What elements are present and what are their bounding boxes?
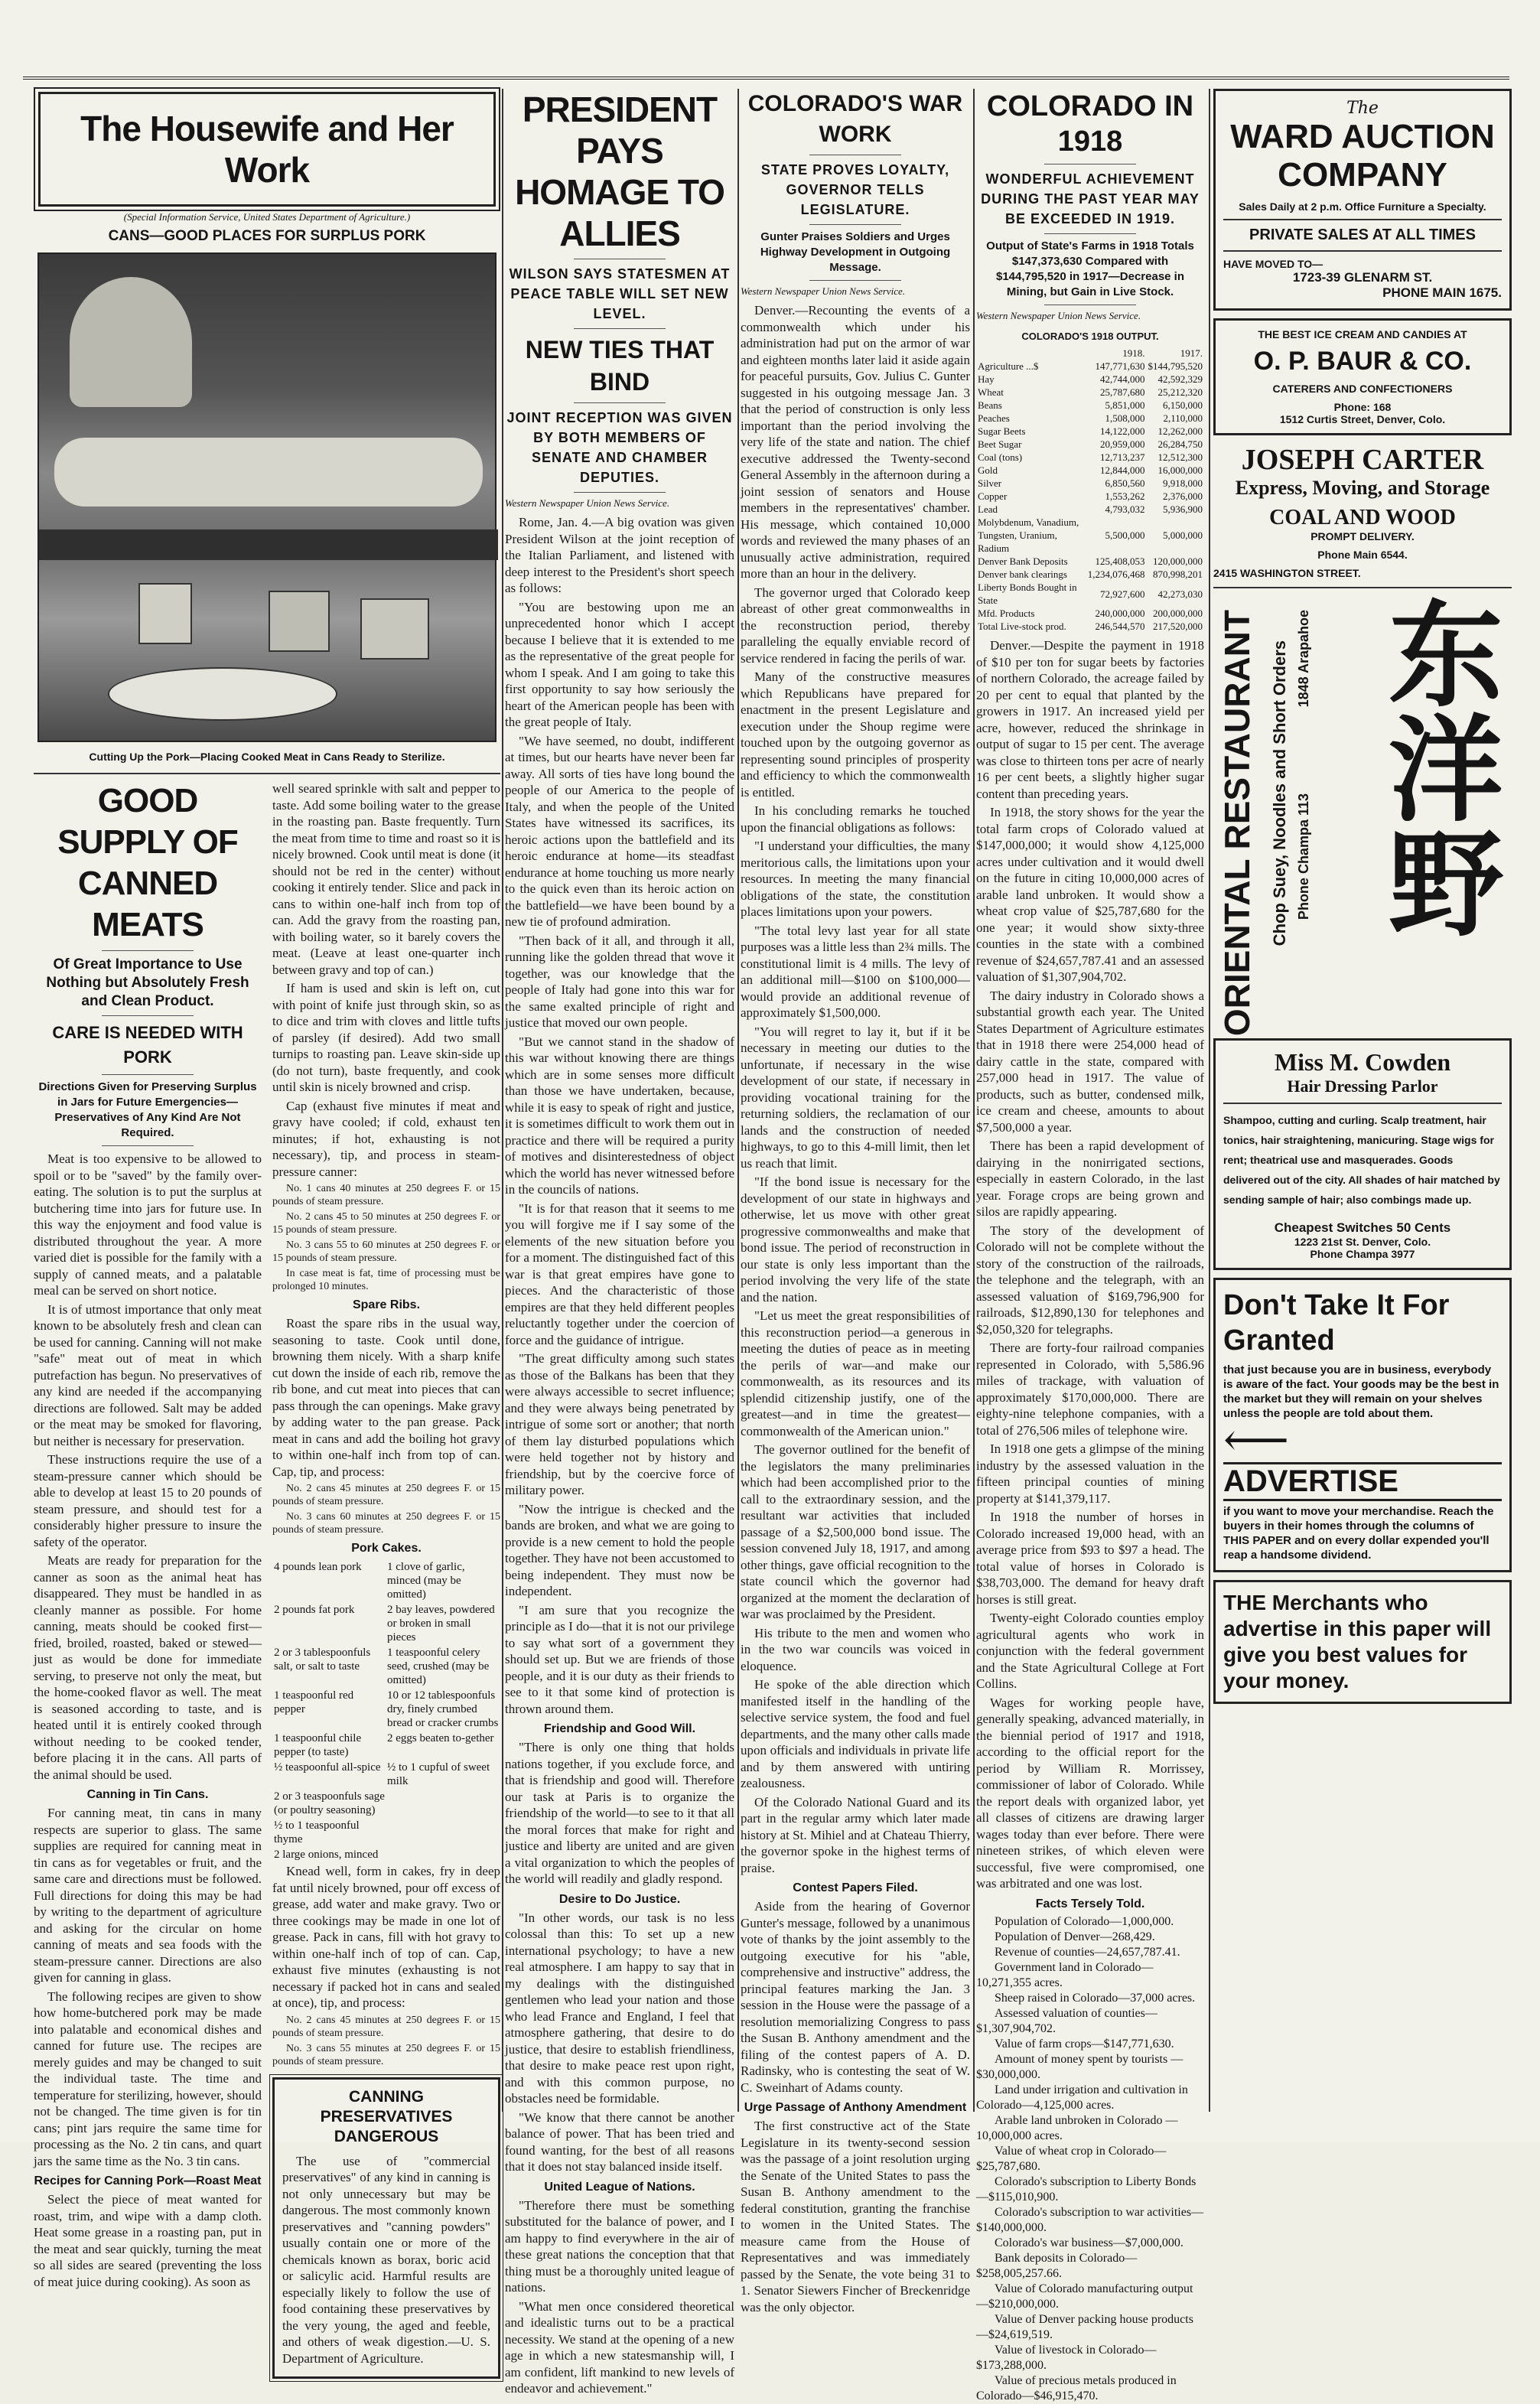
ward-the: The [1346,99,1379,118]
row-label: Coal (tons) [978,451,1023,463]
table-row [976,607,1204,620]
table-row [976,581,1204,607]
paragraph: "Therefore there must be something substituted for the balance of power, and I am happy to find everywhere in the air of these great nations the conception that that thing must be a thoroughly united league of nations. [505,2197,734,2295]
deck-reception: JOINT RECEPTION WAS GIVEN BY BOTH MEMBERS OF SENATE AND CHAMBER DEPUTIES. [506,410,733,485]
paragraph: The governor urged that Colorado keep abreast of other great commonwealths in the reconstruction period, thereby paralleling the equally enviable record of service rendered in facing the perils of war. [741,585,970,666]
paragraph: "The great difficulty among such states as those of the Balkans has been that they were always accessible to secret influence; and they were always being penetrated by intrigue of some sort or another; that north of them lay disturbed populations which were held together not by history and friendship, but by the coercive force of military power. [505,1351,734,1497]
cowden-text: Shampoo, cutting and curling. Scalp treatment, hair tonics, hair straightening, manicuring. Stage wigs for rent; theatrical use and masquerades. Goods delivered out of the city. All shades of hair matched by sending sample of hair; also combings made up. [1223,1114,1500,1206]
paragraph: "In other words, our task is no less colossal than this: To set up a new international psychology; to have a new real atmosphere. I am happy to say that in my dealings with the distinguished gentlemen who lead your nation and those who lead France and England, I feel that atmosphere gathering, that desire to do justice, that desire to establish friendliness, that desire to make peace rest upon right, and with this common purpose, no obstacles need be formidable. [505,1910,734,2106]
row-label: Denver bank clearings [978,568,1067,580]
granted-title: Don't Take It For Granted [1223,1289,1450,1357]
table-edge [39,529,498,560]
row-value: 12,512,300 [1157,451,1203,463]
process-time: No. 3 cans 55 minutes at 250 degrees F. or 15 pounds of steam pressure. [272,2042,500,2067]
row-value: $144,795,520 [1148,360,1203,372]
fact-item: Colorado's war business—$7,000,000. [995,2236,1183,2249]
news-service: Western Newspaper Union News Service. [505,497,670,509]
fact-item: Value of Colorado manufacturing output—$210,000,000. [976,2282,1193,2311]
paragraph: The first constructive act of the State Legislature in its twenty-second session was the passage of a joint resolution urging the Senate of the United States to pass the Susan B. Anthony amendment to the federal constitution, granting the franchise to women in the United States. The measure came from the House of Representatives and was immediately passed by the Senate, the vote being 31 to 1. Senator Siewers Fincher of Breckenridge was the only objector. [741,2119,970,2314]
ingredient-cell: 10 or 12 tablespoonfuls dry, finely crumbed bread or cracker crumbs [387,1689,499,1729]
row-value: 5,500,000 [1105,529,1145,541]
paragraph: "Then back of it all, and through it all, running like the golden thread that wove it together, was our knowledge that the people of Italy had gone into this war for the same exalted principle of right and justice that moved our own people. [505,933,734,1030]
paragraph: Meat is too expensive to be allowed to spoil or to be "saved" by the family over-eating. The solution is to put the surplus at butchering time into jars for future use. In this way the enjoyment and food value is distributed throughout the year. A more varied diet is possible for the family with a supply of canned meats, and a palatable meal can be served on short notice. [34,1152,262,1298]
row-value: 14,122,000 [1100,425,1145,437]
section-heading: Contest Papers Filed. [793,1881,918,1894]
paragraph: "I understand your difficulties, the many meritorious calls, the limitations upon your resources. In meeting the many financial obligations of the state, the constitution places limitations upon your powers. [741,839,970,919]
fact-item: Value of wheat crop in Colorado—$25,787,680. [976,2144,1167,2173]
fact-item: Sheep raised in Colorado—37,000 acres. [995,1991,1196,2005]
paragraph: The governor outlined for the benefit of the legislators the many preliminaries which had been accomplished prior to the call to the extraordinary session, and the resultant war activities that included passage of a $2,500,000 bond issue. The session convened July 18, 1917, and among other things, gave official recognition to the state council which the governor had organized at the moment the declaration of war was proclaimed by the President. [741,1442,970,1621]
row-value: 72,927,600 [1100,588,1145,600]
table-row [976,412,1204,425]
canning-photo [37,252,497,742]
deck-fresh: Of Great Importance to Use Nothing but Absolutely Fresh and Clean Product. [46,956,249,1009]
cowden-ad [1213,1038,1512,1270]
row-label: Liberty Bonds Bought in State [978,581,1077,606]
paragraph: Cap (exhaust five minutes if meat and gravy have cooled; if cold, exhaust ten minutes; if hot, exhausting is not necessary), tip, and process in steam-pressure canner: [272,1098,500,1179]
oriental-chinese-characters: 东洋野 [1369,594,1502,939]
ingredient-cell: 2 large onions, minced [274,1849,379,1861]
news-service: Western Newspaper Union News Service. [741,285,906,297]
fact-item: Assessed valuation of counties—$1,307,904,702. [976,2006,1157,2035]
ingredient-row [274,1646,499,1687]
deck-output: Output of State's Farms in 1918 Totals $147,373,630 Compared with $144,795,520 in 1917—Decrease in Mining, but Gain in Live Stock. [986,239,1194,298]
housewife-title: The Housewife and Her Work [80,109,454,190]
row-value: 42,744,000 [1100,373,1145,385]
deck-gunter: Gunter Praises Soldiers and Urges Highway Development in Outgoing Message. [760,230,951,274]
table-row [976,503,1204,516]
ingredient-cell [387,1848,499,1862]
paragraph: "We have seemed, no doubt, indifferent at times, but our hearts have never been far away. All sorts of ties have long bound the people of our America to the people of Italy, and when the people of the United States have witnessed its sacrifices, its heroic actions upon the battlefield and its heroic endurance at home—its steadfast endurance at home touching us more nearly to the quick even than its heroic action on the battlefield—we have been bound by a new tie of profound admiration. [505,733,734,929]
year-header: 1918. [1122,347,1145,359]
ward-line2: PRIVATE SALES AT ALL TIMES [1249,226,1476,243]
table-row [976,477,1204,490]
ingredient-row [274,1603,499,1644]
row-value: 6,850,560 [1105,477,1145,489]
row-value: 5,936,900 [1163,503,1203,515]
row-value: 20,959,000 [1100,438,1145,450]
paragraph: He spoke of the able direction which manifested itself in the handling of the selective service system, the food and fuel departments, and the many other calls made upon officials and individuals in private life and by them answered with untiring zealousness. [741,1677,970,1790]
row-value: 12,844,000 [1100,464,1145,476]
news-service: Western Newspaper Union News Service. [976,310,1141,321]
ingredient-cell: 2 bay leaves, powdered or broken in small pieces [387,1604,495,1643]
output-table [976,347,1204,633]
row-value: 2,110,000 [1163,412,1203,424]
table-row [976,373,1204,386]
ingredient-row [274,1560,499,1601]
process-time: No. 2 cans 45 to 50 minutes at 250 degrees F. or 15 pounds of steam pressure. [272,1211,500,1236]
oriental-line1: Chop Suey, Noodles and Short Orders [1270,640,1289,946]
section-heading: Pork Cakes. [351,1542,422,1555]
table-row [976,451,1204,464]
paragraph: Rome, Jan. 4.—A big ovation was given President Wilson at the joint reception of the Italian Parliament, and listened with deep interest to the President's short speech as follows: [505,515,734,595]
deck-pork: CARE IS NEEDED WITH PORK [52,1023,243,1067]
carter-line3: PROMPT DELIVERY. [1310,530,1415,542]
fact-item: Arable land unbroken in Colorado —10,000,000 acres. [976,2113,1178,2142]
row-value: 240,000,000 [1095,608,1145,619]
paragraph: "It is for that reason that it seems to me you will forgive me if I say some of the elements of the new situation before you for a moment. The distinguished fact of this war is that great empires have gone to pieces. And the characteristic of those empires are that they held different peoples reluctantly together under the coercion of force and the guidance of intrigue. [505,1200,734,1347]
advertise-text: if you want to move your merchandise. Reach the buyers in their homes through the columns of THIS PAPER and on every dollar expended you'll reap a handsome dividend. [1223,1505,1494,1562]
fact-item: Colorado's subscription to Liberty Bonds—$115,010,900. [976,2174,1197,2204]
paragraph: The following recipes are given to show how home-butchered pork may be made into palatable and economical dishes and canned for future use. The recipes are merely guides and may be changed to suit the individual taste. The time and temperature for sterilizing, however, should not be changed. The time given is for tin cans; pint jars require the same time for processing as the No. 2 tin cans, and quart jars the same time as the No. 3 tin cans. [34,1989,262,2168]
ingredient-cell: ½ teaspoonful all-spice [274,1761,381,1774]
row-label: Hay [978,373,995,385]
cowden-sub: Hair Dressing Parlor [1287,1077,1438,1096]
paragraph: Select the piece of meat wanted for roast, trim, and wipe with a damp cloth. Heat some grease in a roasting pan, put in the meat and sear quickly, turning the meat so all sides are seared (preventing the loss of meat juice during cooking). As soon as [34,2192,262,2289]
cowden-address: 1223 21st St. Denver, Colo. [1294,1236,1431,1248]
process-time: In case meat is fat, time of processing must be prolonged 10 minutes. [272,1268,500,1292]
ingredient-row [274,1848,499,1862]
row-value: 120,000,000 [1153,555,1203,567]
advertise-word: ADVERTISE [1223,1462,1502,1501]
cowden-name: Miss M. Cowden [1274,1048,1451,1076]
deck-loyalty: STATE PROVES LOYALTY, GOVERNOR TELLS LEGISLATURE. [760,162,950,217]
output-table-title: COLORADO'S 1918 OUTPUT. [1021,331,1159,342]
row-value: 12,262,000 [1157,425,1203,437]
paragraph: It is of utmost importance that only meat known to be absolutely fresh and clean can be used for canning. Canning will not make "safe" meat out of meat in which putrefaction has begun. No preservatives of any kind are needed if the accompanying directions are followed. Salt may be added or the meat may be smoked for flavoring, but neither is necessary for preservation. [34,1301,262,1448]
paragraph: Roast the spare ribs in the usual way, seasoning to taste. Cook until done, browning them nicely. With a sharp knife cut down the inside of each rib, remove the rib bone, and cut meat into pieces that can pass through the can openings. Make gravy by adding water to the pan grease. Pack meat in cans and add the boiling hot gravy to within one-half inch from top of can. Cap, tip, and process: [272,1316,500,1479]
president-column [505,89,734,2396]
table-row [976,555,1204,568]
baur-address: 1512 Curtis Street, Denver, Colo. [1279,413,1446,425]
paragraph: "I am sure that you recognize the principle as I do—that it is not our privilege to say what sort of a government they should set up. But we are friends of those people, and it is our duty as their friends to see to it that some kind of protection is thrown around them. [505,1602,734,1716]
fact-item: Value of farm crops—$147,771,630. [995,2037,1174,2051]
table-row [976,399,1204,412]
fact-item: Amount of money spent by tourists —$30,000,000. [976,2052,1183,2081]
row-value: 125,408,053 [1095,555,1145,567]
row-label: Sugar Beets [978,425,1026,437]
row-label: Gold [978,464,998,476]
fact-item: Government land in Colorado—10,271,355 acres. [976,1960,1154,1989]
tin-can [360,598,429,660]
ingredient-cell [387,1819,499,1846]
fact-item: Population of Denver—268,429. [995,1930,1155,1943]
paragraph: Knead well, form in cakes, fry in deep fat until nicely browned, pour off excess of grease, add water and make gravy. Two or three cookings may be made in one lot of grease. Pack in cans, fill with hot gravy to within one-half inch of top of can. Cap, exhaust five minutes (exhausting is not necessary if packed hot in cans and sealed at once), tip, and process: [272,1864,500,2010]
row-value: 1,234,076,468 [1087,568,1145,580]
row-value: 9,918,000 [1163,477,1203,489]
carter-line1: Express, Moving, and Storage [1235,477,1490,499]
row-label: Molybdenum, Vanadium, Tungsten, Uranium, Radium [978,516,1079,554]
ingredient-cell: 4 pounds lean pork [274,1561,362,1573]
ingredient-row [274,1689,499,1730]
process-time: No. 3 cans 60 minutes at 250 degrees F. or 15 pounds of steam pressure. [272,1511,500,1536]
row-value: 6,150,000 [1163,399,1203,411]
ingredient-row [274,1819,499,1846]
carter-address: 2415 WASHINGTON STREET. [1213,567,1361,579]
row-value: 217,520,000 [1153,621,1203,632]
table-row [976,425,1204,438]
paragraph: In 1918 the number of horses in Colorado increased 19,000 head, with an average price from $93 to $97 a head. The total value of horses in Colorado is $38,703,000. The demand for heavy draft horses is still great. [976,1510,1204,1607]
ingredient-cell: 1 teaspoonful red pepper [274,1689,354,1715]
row-label: Wheat [978,386,1004,398]
ingredient-row [274,1790,499,1817]
process-time: No. 1 cans 40 minutes at 250 degrees F. or 15 pounds of steam pressure. [272,1183,500,1207]
row-value: 42,592,329 [1157,373,1203,385]
ingredient-row [274,1731,499,1759]
canned-meats-headline: GOOD SUPPLY OF CANNED MEATS [57,782,238,943]
fact-item: Bank deposits in Colorado—$258,005,257.66. [976,2251,1138,2280]
row-label: Copper [978,490,1008,502]
ward-phone: PHONE MAIN 1675. [1382,285,1502,300]
ingredient-cell: ½ to 1 teaspoonful thyme [274,1819,360,1845]
colorado-1918-headline: COLORADO IN 1918 [986,90,1194,158]
paragraph: If ham is used and skin is left on, cut with point of knife just through skin, so as to dice and trim with cloves and little tufts of parsley (if desired). Add two small turnips to roasting pan. Leave skin-side up (do not turn), baste frequently, and cook until skin is nicely browned and crisp. [272,981,500,1094]
ward-name: WARD AUCTION COMPANY [1230,118,1495,194]
housewife-column [34,89,500,2366]
section-heading: Friendship and Good Will. [543,1722,696,1735]
deck-achievement: WONDERFUL ACHIEVEMENT DURING THE PAST YEAR MAY BE EXCEEDED IN 1919. [981,171,1200,226]
paragraph: Meats are ready for preparation for the canner as soon as the animal heat has disappeared. They must be handled in as cleanly manner as possible. For home canning, meats should be cooked first—fried, broiled, roasted, baked or stewed—just as would be done for immediate serving, to preserve not only the meat, but the home-cooked flavor as well. The meat is seasoned according to taste, and is heated until it is entirely cooked through without needing to be cooked tender, before placing it in the cans. All parts of the animal should be used. [34,1553,262,1782]
paragraph: Denver.—Recounting the events of a commonwealth which under his administration had put on the armor of war and eighteen months later laid it aside again for peaceful pursuits, Gov. Julius C. Gunter suggested in his outgoing message Jan. 3 that the period of construction is only less important than the period involving the very life of the state and nation. The chief executive addressed the Twenty-second General Assembly in the afternoon during a joint session of senators and House members in the representatives' chamber. His message, which contained 10,000 words and reviewed the many phases of an unusually active administration, required more than an hour in the delivery. [741,303,970,581]
table-row [976,620,1204,633]
section-heading: Urge Passage of Anthony Amendment [744,2101,967,2114]
row-label: Denver Bank Deposits [978,555,1068,567]
preservatives-title: CANNING PRESERVATIVES DANGEROUS [320,2087,453,2145]
table-row [976,438,1204,451]
row-label: Beans [978,399,1002,411]
table-row [976,386,1204,399]
oriental-name: ORIENTAL RESTAURANT [1217,610,1257,1037]
paragraph: "You are bestowing upon me an unprecedented honor which I accept because I believe that it is extended to me as the representative of the great people for whom I speak. And I am going to take this first opportunity to say how seriously the heart of the American people has been with the great people of Italy. [505,599,734,729]
row-value: 16,000,000 [1157,464,1203,476]
tin-can [138,583,192,644]
advertisements-column [1213,89,1512,2112]
year-header: 1917. [1180,347,1203,359]
paragraph: His tribute to the men and women who in the two war councils was voiced in eloquence. [741,1625,970,1673]
fact-item: Value of precious metals produced in Colorado—$46,915,470. [976,2373,1177,2402]
paragraph: There has been a rapid development of dairying in the nonirrigated sections, especially in eastern Colorado, in the last year. Forage crops are being grown and silos are rapidly appearing. [976,1138,1204,1219]
fact-item: Land under irrigation and cultivation in Colorado—4,125,000 acres. [976,2083,1188,2112]
fact-item: Revenue of counties—24,657,787.41. [995,1945,1180,1959]
ingredient-cell: 1 clove of garlic, minced (may be omitted) [387,1561,465,1601]
paragraph: "If the bond issue is necessary for the development of our state in highways and otherwise, let us move with other great progressive commonwealths and make that bond issue. The period of reconstruction in our state is only less important than the period involving the very life of the state and the nation. [741,1174,970,1305]
row-value: 4,793,032 [1105,503,1145,515]
row-value: 1,553,262 [1105,490,1145,502]
paragraph: "We know that there cannot be another balance of power. That has been tried and found wanting, for the best of all reasons that it does not stay balanced inside itself. [505,2109,734,2174]
ingredient-row [274,1761,499,1788]
fact-item: Population of Colorado—1,000,000. [995,1914,1174,1928]
carter-ad [1213,443,1512,579]
row-value: 5,000,000 [1163,529,1203,541]
oriental-line3: 1848 Arapahoe [1296,610,1311,708]
row-label: Mfd. Products [978,608,1035,619]
preservatives-text: The use of "commercial preservatives" of any kind in canning is not only unnecessary but may be dangerous. The most commonly known preservatives and "canning powders" usually contain one or more of the chemicals known as borax, boric acid or salicylic acid. Harmful results are especially likely to follow the use of food containing these preservatives by the very young, the aged and feeble, and others of weak digestion.—U. S. Department of Agriculture. [282,2153,490,2366]
process-time: No. 2 cans 45 minutes at 250 degrees F. or 15 pounds of steam pressure. [272,1483,500,1507]
table-row [976,464,1204,477]
row-label: Total Live-stock prod. [978,621,1066,632]
baur-ad [1213,318,1512,435]
paragraph: Denver.—Despite the payment in 1918 of $10 per ton for sugar beets by factories of northern Colorado, the acreage failed by 20 per cent to equal that planted by the growers in 1917. An increased yield per acre, however, reduced the shrinkage in output of sugar to 15 per cent. The average was close to thirteen tons per acre of nearly 16 per cent beets, a slightly higher sugar content than preceding years. [976,638,1204,801]
deck-wilson: WILSON SAYS STATESMEN AT PEACE TABLE WILL SET NEW LEVEL. [509,266,731,321]
ingredient-cell: ½ to 1 cupful of sweet milk [387,1761,490,1787]
photo-caption: Cutting Up the Pork—Placing Cooked Meat in Cans Ready to Sterilize. [89,751,445,763]
dont-take-it-ad [1213,1278,1512,1572]
paragraph: "Now the intrigue is checked and the bands are broken, and what we are going to provide is a new cement to hold the people together. They have not been accustomed to being independent. They must now be independent. [505,1501,734,1598]
tin-can [269,591,330,652]
housewife-title-box [38,92,496,207]
paragraph: In 1918 one gets a glimpse of the mining industry by the assessed valuation in the fifteen principal counties of mining property at $141,379,117. [976,1441,1204,1506]
preservatives-box [272,2077,500,2380]
canning-article [34,780,500,2379]
paragraph: Twenty-eight Colorado counties employ agricultural agents who work in conjunction with the federal government and the State Agricultural College at Fort Collins. [976,1611,1204,1691]
section-heading: Desire to Do Justice. [558,1892,681,1906]
carter-phone: Phone Main 6544. [1317,549,1408,561]
section-heading: Canning in Tin Cans. [86,1788,209,1801]
paragraph: "But we cannot stand in the shadow of this war without knowing there are things which are in some senses more difficult than those we have undertaken, because, while it is easy to speak of right and justice, it is sometimes difficult to work them out in practice and there will be required a purity of motives and disinterestedness of object which the world has never witnessed before in the councils of nations. [505,1034,734,1197]
paragraph: "Let us meet the great responsibilities of this reconstruction period—a generous in meeting the duties of peace as in meeting the perils of war—and make our commonwealth, as its resources and its splendid citizenship justify, one of the greatest—and in time the greatest—commonwealth of the American union." [741,1308,970,1438]
fact-item: Colorado's subscription to war activities—$140,000,000. [976,2205,1204,2234]
row-label: Silver [978,477,1002,489]
ingredient-cell: 2 eggs beaten to-gether [387,1732,494,1744]
facts-list [976,1914,1204,2404]
baur-sub: CATERERS AND CONFECTIONERS [1272,383,1453,395]
row-label: Beet Sugar [978,438,1022,450]
pork-subtitle: CANS—GOOD PLACES FOR SURPLUS PORK [108,228,426,244]
paragraph: "What men once considered theoretical and idealistic turns out to be a practical necessity. We stand at the opening of a new age in which a new statesmanship will, I am confident, lift mankind to new levels of endeavor and achievement." [505,2298,734,2396]
row-value: 5,851,000 [1105,399,1145,411]
process-time: No. 2 cans 45 minutes at 250 degrees F. or 15 pounds of steam pressure. [272,2014,500,2039]
baur-top: THE BEST ICE CREAM AND CANDIES AT [1258,328,1467,340]
row-value: 25,787,680 [1100,386,1145,398]
ingredient-table [272,1559,500,1863]
granted-text: that just because you are in business, everybody is aware of the fact. Your goods may be the best in the market but they will remain on your shelves unless the people are told about them. [1223,1363,1499,1420]
deck-ties: NEW TIES THAT BIND [525,336,715,396]
row-value: 1,508,000 [1105,412,1145,424]
woman-figure [70,277,192,407]
paragraph: The story of the development of Colorado will not be complete without the story of the construction of the railroads, the telephone and the telegraph, with an assessed valuation of $169,796,900 for railroads, $12,890,130 for telephones and $2,050,320 for telegraphs. [976,1223,1204,1337]
row-label: Peaches [978,412,1010,424]
cowden-phone: Phone Champa 3977 [1310,1248,1415,1260]
pork-carcass [54,438,483,507]
paragraph: Many of the constructive measures which Republicans have prepared for enactment in the present Legislature and execution under the Shoup regime were touched upon by the outgoing governor as representing sound principles of prosperity and efficiency to which the commonwealth is entitled. [741,669,970,800]
row-value: 12,713,237 [1100,451,1145,463]
fact-item: Value of Denver packing house products—$24,619,519. [976,2312,1193,2341]
ward-line1: Sales Daily at 2 p.m. Office Furniture a Specialty. [1239,200,1486,213]
row-value: 2,376,000 [1163,490,1203,502]
paragraph: Of the Colorado National Guard and its part in the regular army which later made history at St. Mihiel and at Chateau Thierry, the governor spoke in the highest terms of praise. [741,1794,970,1875]
table-row [976,516,1204,555]
war-work-headline: COLORADO'S WAR WORK [747,91,963,147]
paragraph: There are forty-four railroad companies represented in Colorado, with 5,586.96 miles of trackage, with valuation of approximately $170,000,000. There are eighty-nine telephone companies, with a total of 276,506 miles of telephone wire. [976,1340,1204,1438]
row-value: 147,771,630 [1095,360,1145,372]
row-value: 26,284,750 [1157,438,1203,450]
row-label: Agriculture ...$ [978,360,1039,372]
merchants-text: THE Merchants who advertise in this paper will give you best values for your money. [1223,1591,1492,1692]
colorado-1918-column [976,89,1204,2402]
ingredient-cell [387,1790,499,1817]
cowden-cheap: Cheapest Switches 50 Cents [1274,1220,1451,1235]
paragraph: well seared sprinkle with salt and pepper to taste. Add some boiling water to the grease in the roasting pan. Baste frequently. Turn the meat from time to time and roast so it is nicely browned. Cook until meat is done (it should not be red in the center) without cooking it entirely tender. Slice and pack in cans to within one-half inch from top of can. Add the gravy from the roasting pan, with boiling water, so it barely covers the meat. (Leave at least one-quarter inch between gravy and top of can.) [272,781,500,977]
paragraph: The dairy industry in Colorado shows a substantial growth each year. The United States Department of Agriculture estimates that in 1918 there were 254,000 head of dairy cattle in the state, compared with 257,000 head in 1917. The value of products, such as butter, condensed milk, ice cream and cheese, amounts to about $7,500,000 a year. [976,988,1204,1135]
baur-name: O. P. BAUR & CO. [1253,347,1472,376]
section-heading: Facts Tersely Told. [1035,1897,1145,1910]
section-heading: United League of Nations. [544,2180,695,2194]
paragraph: For canning meat, tin cans in many respects are superior to glass. The same supplies are required for canning meat in tin cans as for vegetables or fruit, and the same care and directions must be followed. Full directions for doing this may be had by writing to the department of agriculture and asking for the circular on home canning of meats and sea foods with the steam-pressure canner. Directions are also given for canning in glass. [34,1806,262,1985]
baur-phone: Phone: 168 [1333,401,1392,413]
top-rule [23,77,1509,80]
ingredient-cell: 2 or 3 teaspoonfuls sage (or poultry seasoning) [274,1790,385,1816]
table-row [976,360,1204,373]
paragraph: Aside from the hearing of Governor Gunter's message, followed by a unanimous vote of thanks by the joint assembly to the outgoing executive for his "able, comprehensive and instructive" address, the principal features marking the Jan. 3 session in the House were the passage of a resolution memorializing Congress to pass the Susan B. Anthony amendment and the filing of the contest papers of A. D. Radinsky, who is contesting the seat of W. C. Sweinhart of Adams county. [741,1899,970,2095]
row-value: 870,998,201 [1153,568,1203,580]
paragraph: Wages for working people have, generally speaking, advanced materially, in the biennial period of 1917 and 1918, according to the official report for the period by William R. Morrissey, commissioner of labor of Colorado. While the report deals with organized labor, yet all classes of citizens are drawing larger wages today than ever before. There were nineteen strikes, of which eleven were successful, five were compromised, one was arbitrated and one was lost. [976,1695,1204,1891]
row-value: 42,273,030 [1157,588,1203,600]
section-heading: Recipes for Canning Pork—Roast Meat [34,2174,262,2187]
oriental-line2: Phone Champa 113 [1296,793,1311,920]
table-row [976,568,1204,581]
paragraph: "The total levy last year for all state purposes was a little less than 2¾ mills. The constitutional limit is 4 mills. The levy of an additional mill—$100 on $100,000—would provide an additional revenue of approximately $1,500,000. [741,923,970,1020]
ward-auction-ad [1213,89,1512,311]
ingredient-cell: 1 teaspoonful chile pepper (to taste) [274,1732,362,1758]
paragraph: These instructions require the use of a steam-pressure canner which should be able to develop at least 15 to 20 pounds of steam pressure, and should test for a considerably higher pressure to insure the safety of the operator. [34,1452,262,1549]
oriental-restaurant-ad [1213,594,1512,1038]
process-time: No. 3 cans 55 to 60 minutes at 250 degrees F. or 15 pounds of steam pressure. [272,1239,500,1264]
ward-moved: HAVE MOVED TO— [1223,258,1323,270]
row-value: 200,000,000 [1153,608,1203,619]
ingredient-cell: 2 pounds fat pork [274,1604,355,1616]
meat-platter [108,667,337,721]
carter-name: JOSEPH CARTER [1241,444,1484,476]
arrow-icon: ⟵ [1223,1415,1290,1465]
ingredient-cell: 1 teaspoonful celery seed, crushed (may be omitted) [387,1647,490,1686]
table-row [976,490,1204,503]
paragraph: In his concluding remarks he touched upon the financial obligations as follows: [741,803,970,835]
row-label: Lead [978,503,998,515]
section-heading: Spare Ribs. [352,1298,421,1311]
merchants-ad [1213,1580,1512,1704]
war-work-column [741,89,970,2314]
source-line: (Special Information Service, United States Department of Agriculture.) [123,211,411,223]
ward-address: 1723-39 GLENARM ST. [1292,270,1433,285]
carter-line2: COAL AND WOOD [1269,506,1456,529]
president-headline: PRESIDENT PAYS HOMAGE TO ALLIES [515,90,724,253]
fact-item: Value of livestock in Colorado—$173,288,000. [976,2343,1157,2372]
paragraph: "There is only one thing that holds nations together, if you exclude force, and that is friendship and good will. Therefore our task at Paris is to organize the friendship of the world—to see to it that all the moral forces that make for right and justice and liberty are united and are given a vital organization to which the peoples of the world will readily and gladly respond. [505,1740,734,1886]
paragraph: In 1918, the story shows for the year the total farm crops of Colorado valued at $147,000,000; it would show 4,125,000 acres under cultivation and it would dwell on the future in citing 10,000,000 acres of arable land unbroken. It would show a wheat crop value of $25,787,680 for the one year; it would show sixty-three counties in the state with a combined revenue of $24,657,787.41 and an assessed valuation of $1,307,904,702. [976,805,1204,984]
row-value: 25,212,320 [1157,386,1203,398]
ingredient-cell: 2 or 3 tablespoonfuls salt, or salt to taste [274,1647,371,1673]
paragraph: "You will regret to lay it, but if it be necessary in meeting our duties to the unfortunate, if necessary in the wise development of our state, if necessary in providing vocational training for the returning soldiers, the reclamation of our lands and the construction of needed highways, to go to this 4-mill limit, then let us reach that limit. [741,1024,970,1171]
deck-directions: Directions Given for Preserving Surplus in Jars for Future Emergencies—Preservatives of Any Kind Are Not Required. [38,1080,257,1139]
row-value: 246,544,570 [1095,621,1145,632]
